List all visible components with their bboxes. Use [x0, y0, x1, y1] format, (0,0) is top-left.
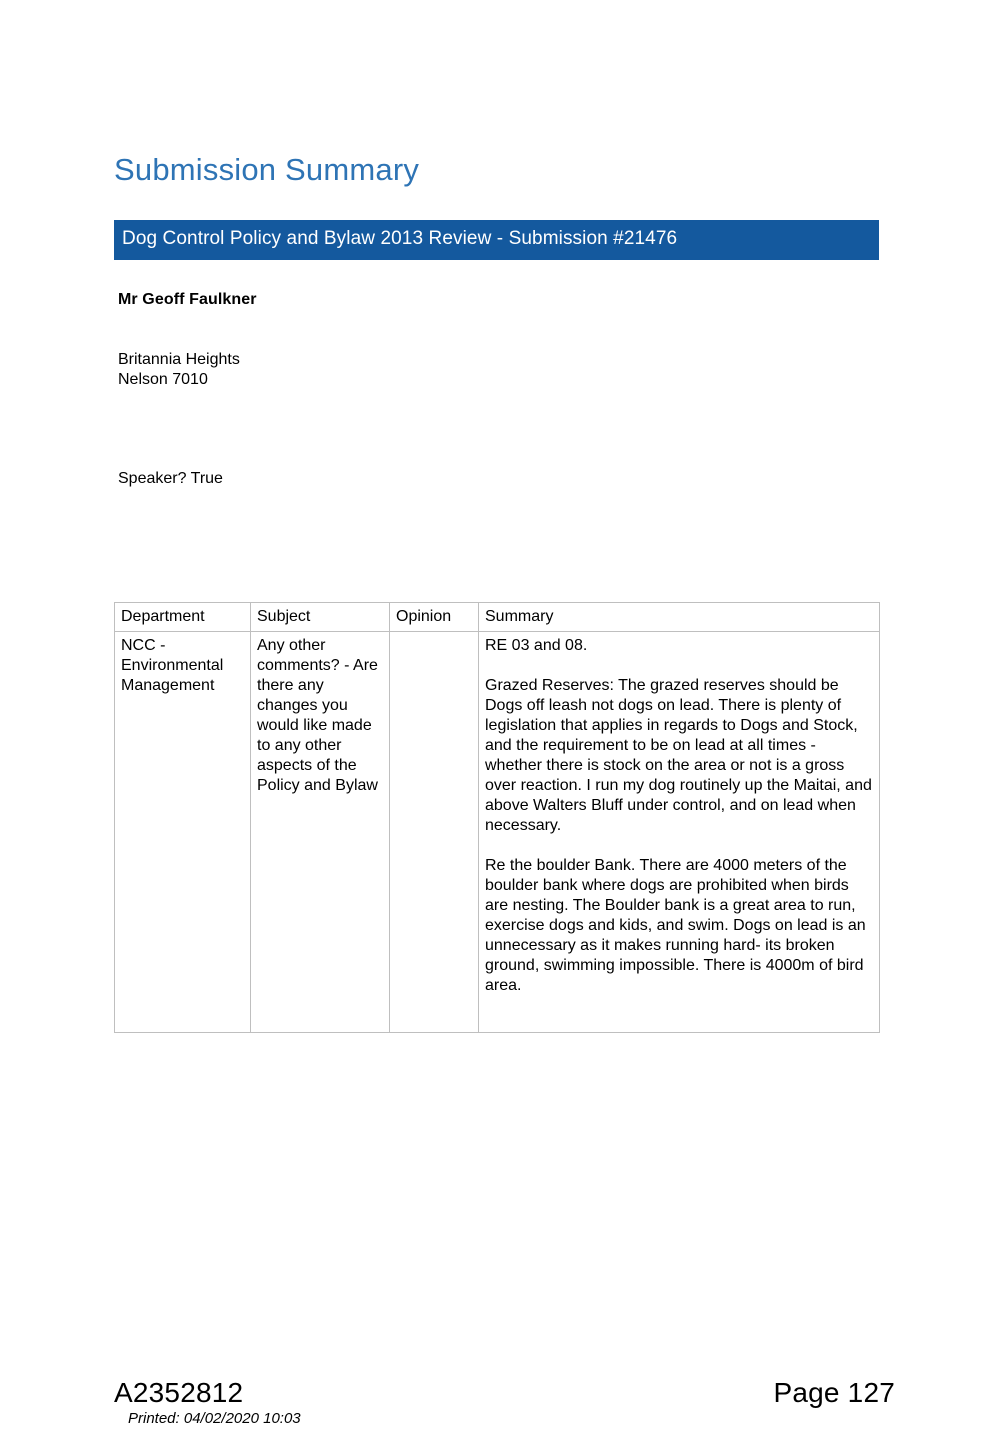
address-line-1: Britannia Heights [118, 351, 240, 368]
table-header [115, 603, 880, 632]
submitter-name: Mr Geoff Faulkner [118, 291, 257, 308]
table-header-row [115, 603, 880, 632]
submitter-address [118, 350, 240, 390]
page-title: Submission Summary [114, 152, 420, 187]
summary-paragraph-3: Re the boulder Bank. There are 4000 meters of the boulder bank where dogs are prohibited when birds are nesting. The Boulder bank is a great area to run, exercise dogs and kids, and swim. Dogs on lead is an unnecessary as it makes running hard- its broken ground, swimming impossible. There is 4000m of bird area. [485, 857, 866, 994]
cell-opinion [390, 632, 479, 1033]
column-header-opinion: Opinion [390, 603, 479, 632]
summary-paragraph-1: RE 03 and 08. [485, 637, 588, 654]
table-row [115, 632, 880, 1033]
address-line-2: Nelson 7010 [118, 371, 208, 388]
footer-document-id: A2352812 [114, 1377, 244, 1408]
summary-paragraph-2: Grazed Reserves: The grazed reserves should be Dogs off leash not dogs on lead. There is plenty of legislation that applies in regards to Dogs and Stock, and the requirement to be on lead at all times - whether there is stock on the area or not is a gross over reaction. I run my dog routinely up the Maitai, and above Walters Bluff under control, and on lead when necessary. [485, 677, 872, 834]
column-header-department: Department [115, 603, 251, 632]
cell-department: NCC - Environmental Management [115, 632, 251, 1033]
cell-subject: Any other comments? - Are there any changes you would like made to any other aspects of the Policy and Bylaw [251, 632, 390, 1033]
submission-banner-label: Dog Control Policy and Bylaw 2013 Review - Submission #21476 [122, 228, 678, 249]
column-header-summary: Summary [479, 603, 880, 632]
footer-printed-timestamp: Printed: 04/02/2020 10:03 [128, 1410, 301, 1427]
column-header-subject: Subject [251, 603, 390, 632]
table-body [115, 632, 880, 1033]
cell-summary [479, 632, 880, 1033]
footer-page-number: Page 127 [773, 1377, 895, 1408]
speaker-status: Speaker? True [118, 470, 223, 487]
submission-table [114, 602, 880, 1033]
submission-banner [114, 220, 879, 260]
